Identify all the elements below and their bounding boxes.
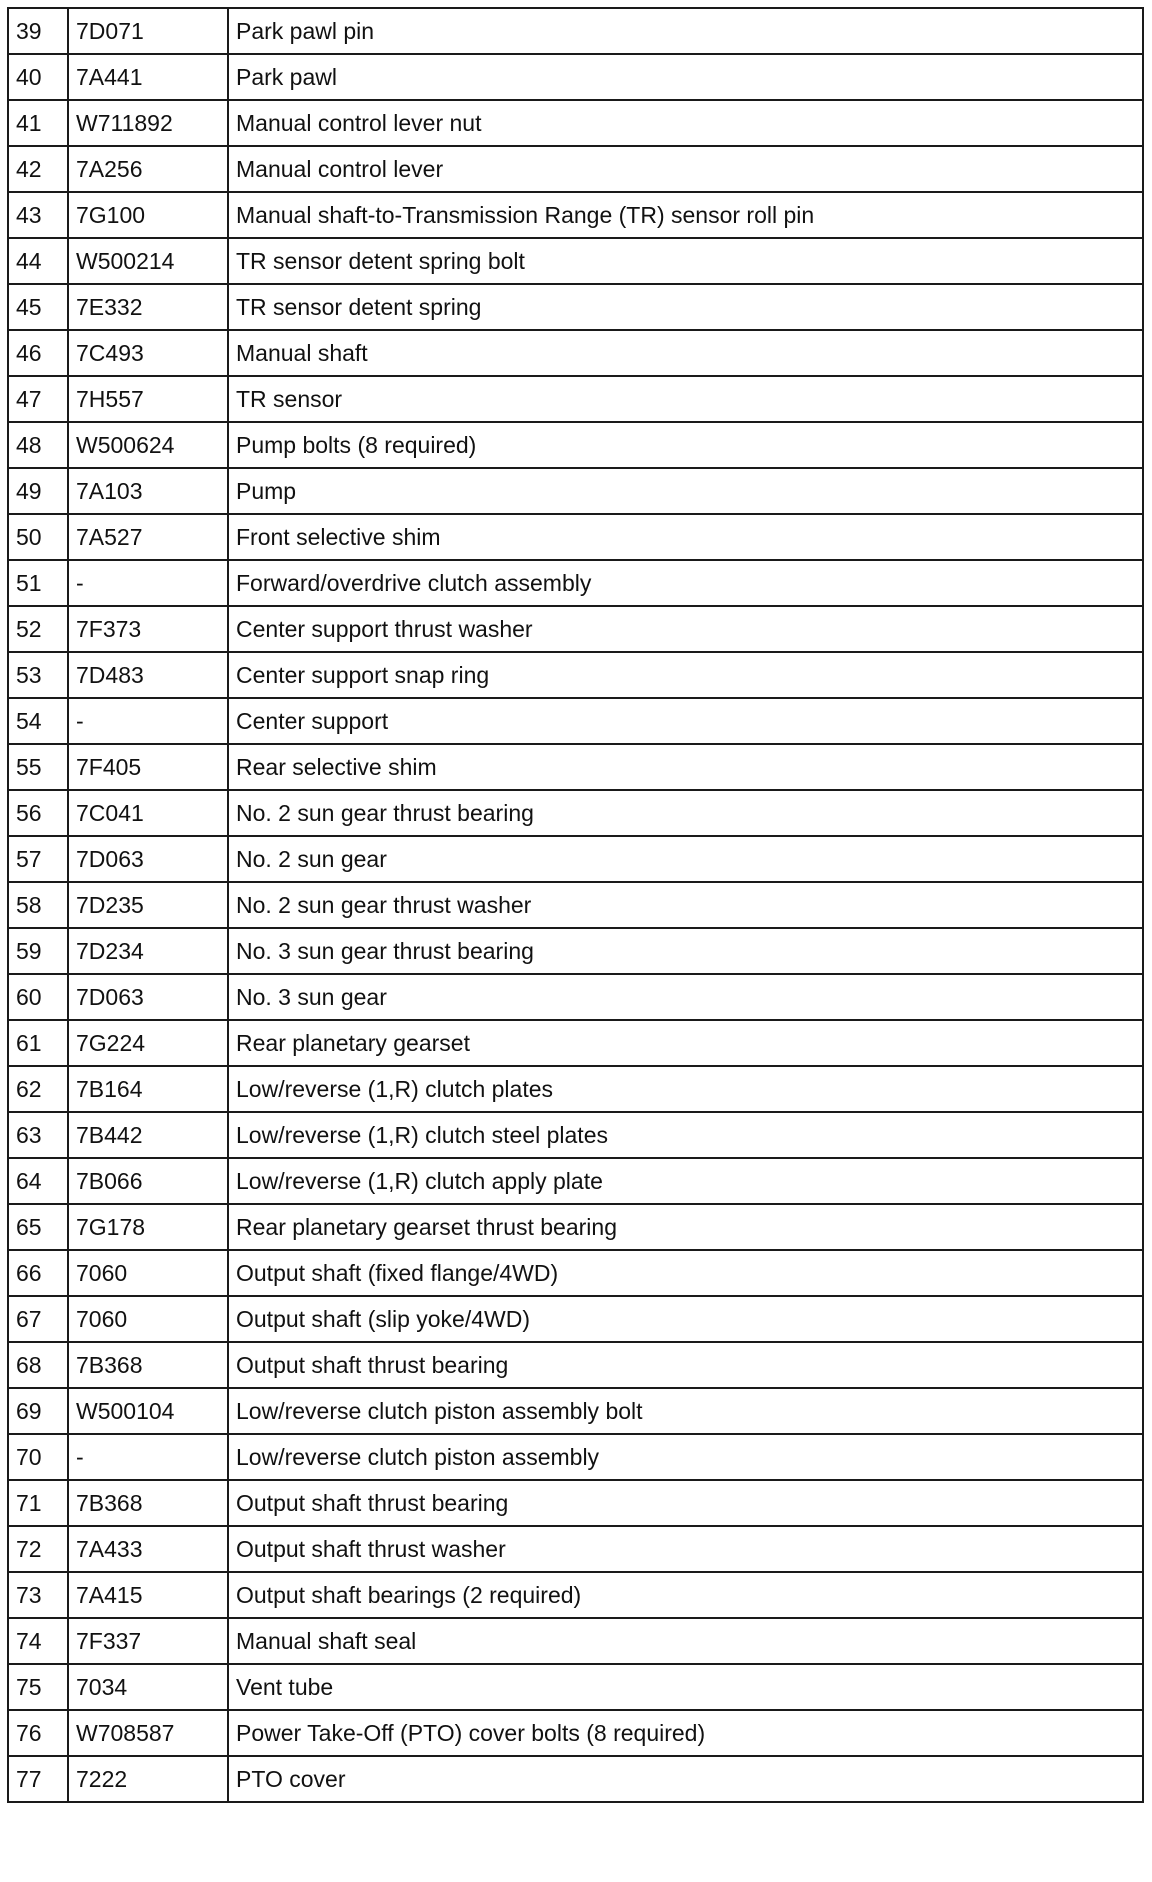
table-row xyxy=(8,1664,1143,1710)
item-number-cell: 48 xyxy=(8,422,68,468)
part-number-cell: 7A433 xyxy=(68,1526,228,1572)
table-row xyxy=(8,790,1143,836)
item-number-cell: 54 xyxy=(8,698,68,744)
item-number-cell: 59 xyxy=(8,928,68,974)
part-number-cell: 7060 xyxy=(68,1250,228,1296)
part-number-cell: 7B368 xyxy=(68,1342,228,1388)
description-cell: TR sensor xyxy=(228,376,1143,422)
item-number-cell: 45 xyxy=(8,284,68,330)
description-cell: No. 2 sun gear thrust washer xyxy=(228,882,1143,928)
item-number-cell: 66 xyxy=(8,1250,68,1296)
table-row xyxy=(8,1066,1143,1112)
part-number-cell: 7D235 xyxy=(68,882,228,928)
item-number-cell: 76 xyxy=(8,1710,68,1756)
table-row xyxy=(8,1388,1143,1434)
part-number-cell: 7A441 xyxy=(68,54,228,100)
description-cell: Rear planetary gearset xyxy=(228,1020,1143,1066)
item-number-cell: 67 xyxy=(8,1296,68,1342)
part-number-cell: 7C493 xyxy=(68,330,228,376)
table-row xyxy=(8,1480,1143,1526)
description-cell: Low/reverse (1,R) clutch steel plates xyxy=(228,1112,1143,1158)
description-cell: Park pawl xyxy=(228,54,1143,100)
item-number-cell: 68 xyxy=(8,1342,68,1388)
item-number-cell: 56 xyxy=(8,790,68,836)
table-row xyxy=(8,1756,1143,1802)
table-row xyxy=(8,54,1143,100)
description-cell: Vent tube xyxy=(228,1664,1143,1710)
description-cell: Manual shaft xyxy=(228,330,1143,376)
table-row xyxy=(8,1434,1143,1480)
table-row xyxy=(8,1342,1143,1388)
part-number-cell: 7F373 xyxy=(68,606,228,652)
item-number-cell: 42 xyxy=(8,146,68,192)
table-row xyxy=(8,652,1143,698)
description-cell: Park pawl pin xyxy=(228,8,1143,54)
description-cell: Low/reverse clutch piston assembly bolt xyxy=(228,1388,1143,1434)
description-cell: Forward/overdrive clutch assembly xyxy=(228,560,1143,606)
part-number-cell: 7D063 xyxy=(68,836,228,882)
part-number-cell: 7D483 xyxy=(68,652,228,698)
part-number-cell: 7034 xyxy=(68,1664,228,1710)
table-row xyxy=(8,1158,1143,1204)
item-number-cell: 70 xyxy=(8,1434,68,1480)
table-row xyxy=(8,422,1143,468)
item-number-cell: 52 xyxy=(8,606,68,652)
item-number-cell: 49 xyxy=(8,468,68,514)
description-cell: No. 2 sun gear thrust bearing xyxy=(228,790,1143,836)
part-number-cell: 7222 xyxy=(68,1756,228,1802)
part-number-cell: 7H557 xyxy=(68,376,228,422)
description-cell: PTO cover xyxy=(228,1756,1143,1802)
item-number-cell: 47 xyxy=(8,376,68,422)
item-number-cell: 39 xyxy=(8,8,68,54)
table-row xyxy=(8,1296,1143,1342)
part-number-cell: W708587 xyxy=(68,1710,228,1756)
item-number-cell: 63 xyxy=(8,1112,68,1158)
description-cell: Center support thrust washer xyxy=(228,606,1143,652)
table-row xyxy=(8,1112,1143,1158)
item-number-cell: 72 xyxy=(8,1526,68,1572)
part-number-cell: 7C041 xyxy=(68,790,228,836)
part-number-cell: 7B066 xyxy=(68,1158,228,1204)
description-cell: Manual control lever xyxy=(228,146,1143,192)
table-row xyxy=(8,330,1143,376)
description-cell: Output shaft thrust bearing xyxy=(228,1480,1143,1526)
parts-table xyxy=(7,7,1144,1803)
table-row xyxy=(8,192,1143,238)
part-number-cell: 7D063 xyxy=(68,974,228,1020)
description-cell: Rear planetary gearset thrust bearing xyxy=(228,1204,1143,1250)
part-number-cell: 7G178 xyxy=(68,1204,228,1250)
table-row xyxy=(8,1618,1143,1664)
item-number-cell: 64 xyxy=(8,1158,68,1204)
description-cell: No. 3 sun gear thrust bearing xyxy=(228,928,1143,974)
description-cell: Output shaft thrust washer xyxy=(228,1526,1143,1572)
item-number-cell: 55 xyxy=(8,744,68,790)
description-cell: Low/reverse (1,R) clutch plates xyxy=(228,1066,1143,1112)
description-cell: No. 3 sun gear xyxy=(228,974,1143,1020)
item-number-cell: 40 xyxy=(8,54,68,100)
description-cell: Low/reverse clutch piston assembly xyxy=(228,1434,1143,1480)
item-number-cell: 73 xyxy=(8,1572,68,1618)
part-number-cell: 7D234 xyxy=(68,928,228,974)
item-number-cell: 69 xyxy=(8,1388,68,1434)
part-number-cell: 7A527 xyxy=(68,514,228,560)
table-row xyxy=(8,376,1143,422)
item-number-cell: 62 xyxy=(8,1066,68,1112)
table-row xyxy=(8,8,1143,54)
description-cell: No. 2 sun gear xyxy=(228,836,1143,882)
table-row xyxy=(8,882,1143,928)
part-number-cell: 7E332 xyxy=(68,284,228,330)
item-number-cell: 58 xyxy=(8,882,68,928)
description-cell: TR sensor detent spring bolt xyxy=(228,238,1143,284)
part-number-cell: W711892 xyxy=(68,100,228,146)
part-number-cell: 7060 xyxy=(68,1296,228,1342)
part-number-cell: 7A103 xyxy=(68,468,228,514)
table-row xyxy=(8,974,1143,1020)
description-cell: Output shaft (fixed flange/4WD) xyxy=(228,1250,1143,1296)
part-number-cell: W500104 xyxy=(68,1388,228,1434)
part-number-cell: W500624 xyxy=(68,422,228,468)
table-row xyxy=(8,146,1143,192)
part-number-cell: 7F405 xyxy=(68,744,228,790)
description-cell: Center support snap ring xyxy=(228,652,1143,698)
description-cell: Rear selective shim xyxy=(228,744,1143,790)
part-number-cell: - xyxy=(68,560,228,606)
table-row xyxy=(8,514,1143,560)
item-number-cell: 77 xyxy=(8,1756,68,1802)
parts-table-body xyxy=(8,8,1143,1802)
description-cell: Pump xyxy=(228,468,1143,514)
table-row xyxy=(8,744,1143,790)
table-row xyxy=(8,1250,1143,1296)
table-row xyxy=(8,1710,1143,1756)
table-row xyxy=(8,928,1143,974)
table-row xyxy=(8,698,1143,744)
item-number-cell: 44 xyxy=(8,238,68,284)
item-number-cell: 57 xyxy=(8,836,68,882)
item-number-cell: 65 xyxy=(8,1204,68,1250)
description-cell: Manual shaft seal xyxy=(228,1618,1143,1664)
item-number-cell: 71 xyxy=(8,1480,68,1526)
description-cell: Power Take-Off (PTO) cover bolts (8 required) xyxy=(228,1710,1143,1756)
table-row xyxy=(8,100,1143,146)
description-cell: Output shaft bearings (2 required) xyxy=(228,1572,1143,1618)
item-number-cell: 50 xyxy=(8,514,68,560)
part-number-cell: 7G224 xyxy=(68,1020,228,1066)
part-number-cell: 7A415 xyxy=(68,1572,228,1618)
item-number-cell: 41 xyxy=(8,100,68,146)
item-number-cell: 74 xyxy=(8,1618,68,1664)
table-row xyxy=(8,1572,1143,1618)
description-cell: Manual shaft-to-Transmission Range (TR) sensor roll pin xyxy=(228,192,1143,238)
part-number-cell: 7F337 xyxy=(68,1618,228,1664)
item-number-cell: 51 xyxy=(8,560,68,606)
table-row xyxy=(8,1526,1143,1572)
part-number-cell: 7B442 xyxy=(68,1112,228,1158)
description-cell: Manual control lever nut xyxy=(228,100,1143,146)
item-number-cell: 46 xyxy=(8,330,68,376)
part-number-cell: 7B368 xyxy=(68,1480,228,1526)
table-row xyxy=(8,836,1143,882)
part-number-cell: - xyxy=(68,1434,228,1480)
part-number-cell: 7G100 xyxy=(68,192,228,238)
table-row xyxy=(8,1020,1143,1066)
part-number-cell: 7D071 xyxy=(68,8,228,54)
description-cell: Low/reverse (1,R) clutch apply plate xyxy=(228,1158,1143,1204)
table-row xyxy=(8,560,1143,606)
description-cell: Front selective shim xyxy=(228,514,1143,560)
table-row xyxy=(8,1204,1143,1250)
part-number-cell: 7B164 xyxy=(68,1066,228,1112)
item-number-cell: 61 xyxy=(8,1020,68,1066)
description-cell: Output shaft (slip yoke/4WD) xyxy=(228,1296,1143,1342)
description-cell: TR sensor detent spring xyxy=(228,284,1143,330)
item-number-cell: 43 xyxy=(8,192,68,238)
item-number-cell: 75 xyxy=(8,1664,68,1710)
part-number-cell: 7A256 xyxy=(68,146,228,192)
description-cell: Center support xyxy=(228,698,1143,744)
item-number-cell: 53 xyxy=(8,652,68,698)
table-row xyxy=(8,284,1143,330)
description-cell: Output shaft thrust bearing xyxy=(228,1342,1143,1388)
table-row xyxy=(8,606,1143,652)
table-row xyxy=(8,468,1143,514)
description-cell: Pump bolts (8 required) xyxy=(228,422,1143,468)
table-row xyxy=(8,238,1143,284)
part-number-cell: - xyxy=(68,698,228,744)
item-number-cell: 60 xyxy=(8,974,68,1020)
part-number-cell: W500214 xyxy=(68,238,228,284)
